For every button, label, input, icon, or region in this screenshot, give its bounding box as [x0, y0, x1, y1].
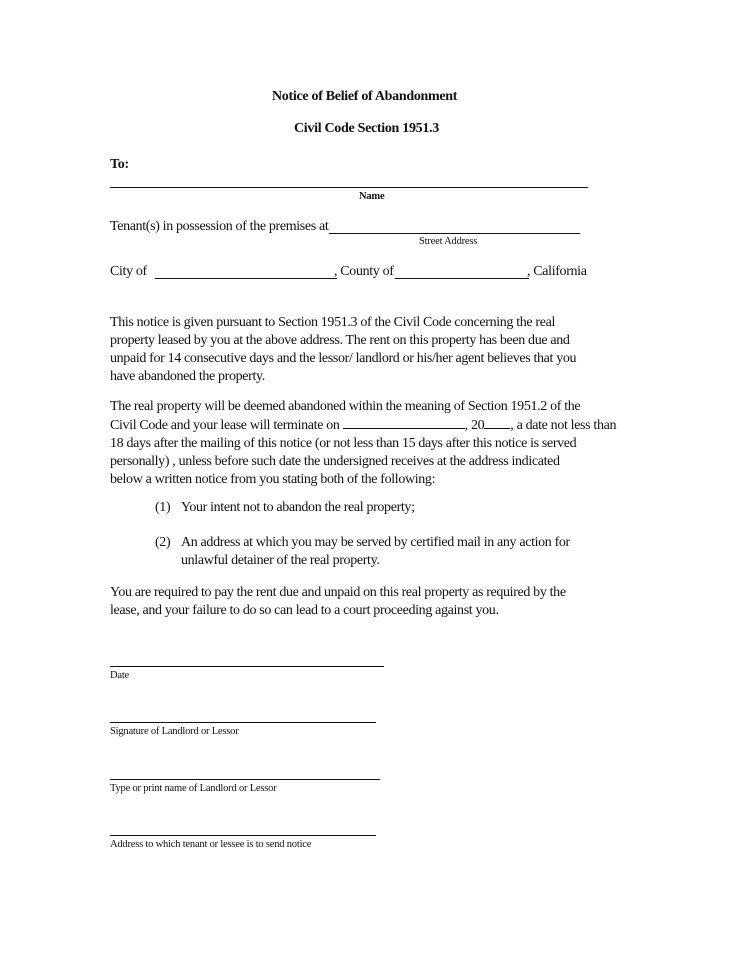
termination-date-blank — [343, 416, 465, 429]
item-1-text: Your intent not to abandon the real property; — [181, 500, 415, 515]
signature-caption: Signature of Landlord or Lessor — [110, 726, 239, 737]
notice-address-line — [110, 835, 376, 836]
document-subtitle: Civil Code Section 1951.3 — [294, 121, 439, 136]
city-line — [155, 278, 337, 279]
printed-name-caption: Type or print name of Landlord or Lessor — [110, 783, 277, 794]
paragraph-line: unpaid for 14 consecutive days and the lessor/ landlord or his/her agent believes that you — [110, 351, 577, 366]
paragraph-line: property leased by you at the above address. The rent on this property has been due and — [110, 333, 570, 348]
termination-date-line — [110, 416, 616, 435]
item-2-number: (2) — [155, 535, 171, 550]
paragraph-text: , a date not less than — [510, 418, 617, 433]
name-line — [110, 187, 588, 188]
to-label: To: — [110, 157, 129, 172]
county-line — [395, 278, 529, 279]
item-line: unlawful detainer of the real property. — [181, 553, 380, 568]
item-line: An address at which you may be served by certified mail in any action for — [181, 535, 570, 550]
premises-label: Tenant(s) in possession of the premises at — [110, 219, 329, 234]
paragraph-line: You are required to pay the rent due and unpaid on this real property as required by the — [110, 585, 566, 600]
document-title: Notice of Belief of Abandonment — [272, 89, 458, 104]
street-address-caption: Street Address — [419, 236, 478, 247]
paragraph-1 — [110, 314, 576, 386]
paragraph-3 — [110, 584, 566, 620]
county-label: , County of — [334, 264, 394, 279]
city-label: City of — [110, 264, 147, 279]
state-label: , California — [527, 264, 587, 279]
paragraph-text: Civil Code and your lease will terminate on — [110, 418, 340, 433]
signature-line — [110, 722, 376, 723]
item-1-number: (1) — [155, 500, 171, 515]
name-caption: Name — [359, 191, 385, 202]
notice-address-caption: Address to which tenant or lessee is to send notice — [110, 839, 312, 850]
paragraph-line: have abandoned the property. — [110, 369, 265, 384]
street-address-line — [329, 233, 580, 234]
paragraph-text: , 20 — [464, 418, 485, 433]
termination-year-blank — [484, 416, 510, 429]
paragraph-line: The real property will be deemed abandoned within the meaning of Section 1951.2 of the — [110, 399, 581, 414]
item-2-text — [181, 534, 570, 570]
paragraph-2 — [110, 398, 616, 489]
paragraph-line: personally) , unless before such date the undersigned receives at the address indicated — [110, 454, 560, 469]
date-caption: Date — [110, 670, 130, 681]
paragraph-line: below a written notice from you stating both of the following: — [110, 472, 436, 487]
paragraph-line: This notice is given pursuant to Section 1951.3 of the Civil Code concerning the real — [110, 315, 555, 330]
date-line — [110, 666, 384, 667]
paragraph-line: 18 days after the mailing of this notice (or not less than 15 days after this notice is served — [110, 436, 577, 451]
paragraph-line: lease, and your failure to do so can lead to a court proceeding against you. — [110, 603, 499, 618]
printed-name-line — [110, 779, 380, 780]
